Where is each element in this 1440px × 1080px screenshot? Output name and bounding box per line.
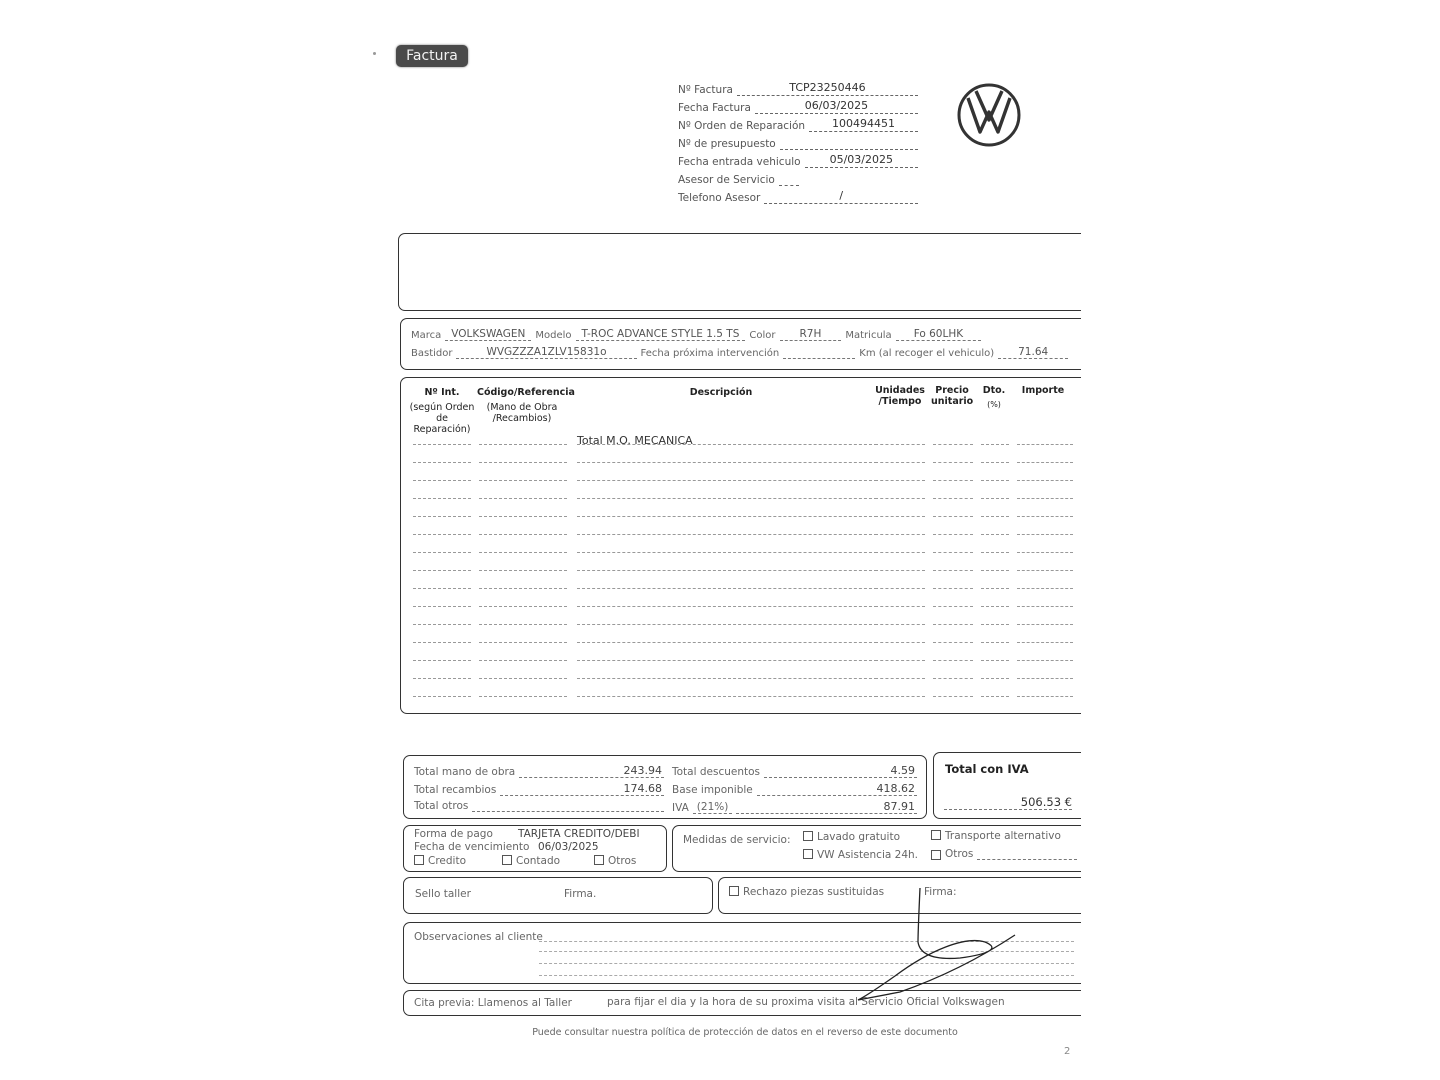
meta-advisor: Asesor de Servicio — [678, 168, 918, 186]
col-header-discount: Dto. (%) — [982, 385, 1006, 409]
due-date: 06/03/2025 — [538, 841, 599, 853]
table-row — [413, 588, 1073, 589]
table-row — [413, 606, 1073, 607]
document-type-badge: Factura — [396, 45, 468, 67]
meta-advisor-phone: Telefono Asesor / — [678, 186, 918, 204]
meta-invoice-date: Fecha Factura 06/03/2025 — [678, 96, 918, 114]
table-row — [413, 624, 1073, 625]
taxable-base: Base imponible 418.62 — [672, 782, 915, 796]
table-row — [413, 642, 1073, 643]
totals-box — [403, 755, 927, 819]
service-option-other[interactable]: Otros — [931, 848, 1077, 860]
checkbox-icon — [729, 886, 739, 896]
handwritten-signature-icon — [840, 880, 1070, 1010]
observations-label: Observaciones al cliente — [414, 931, 543, 943]
total-parts: Total recambios 174.68 — [414, 782, 662, 796]
vehicle-row-1: Marca VOLKSWAGEN Modelo T-ROC ADVANCE STYLE 1.5 TS Color R7H Matricula Fo 60LHK — [411, 328, 981, 341]
checkbox-icon — [931, 850, 941, 860]
checkbox-icon — [414, 855, 424, 865]
payment-box — [403, 825, 667, 872]
service-measures-label: Medidas de servicio: — [683, 834, 791, 846]
checkbox-icon — [502, 855, 512, 865]
col-header-unit-price: Precio unitario — [931, 385, 974, 407]
payment-option-credit[interactable]: Credito — [414, 855, 466, 867]
meta-repair-order: Nº Orden de Reparación 100494451 — [678, 114, 918, 132]
payment-method: TARJETA CREDITO/DEBI — [518, 828, 640, 840]
line-item-description: Total M.O. MECANICA — [577, 434, 693, 447]
customer-signature-label: Firma: — [924, 886, 957, 898]
vw-logo-icon — [956, 82, 1022, 148]
meta-invoice-number: Nº Factura TCP23250446 — [678, 78, 918, 96]
table-row — [413, 444, 1073, 445]
meta-entry-date: Fecha entrada vehiculo 05/03/2025 — [678, 150, 918, 168]
reject-parts-option[interactable]: Rechazo piezas sustituidas — [729, 886, 884, 898]
col-header-n-int: Nº Int. (según Orden de Reparación) — [409, 387, 475, 435]
service-option-transport[interactable]: Transporte alternativo — [931, 830, 1061, 842]
vehicle-make: VOLKSWAGEN — [445, 328, 531, 341]
vehicle-color: R7H — [780, 328, 842, 341]
scan-speck — [373, 52, 376, 55]
table-row — [413, 534, 1073, 535]
total-discounts: Total descuentos 4.59 — [672, 764, 915, 778]
table-row — [413, 570, 1073, 571]
workshop-signature-label: Firma. — [564, 888, 597, 900]
payment-option-cash[interactable]: Contado — [502, 855, 560, 867]
next-service-date — [783, 358, 855, 359]
table-row — [413, 678, 1073, 679]
table-row — [413, 696, 1073, 697]
page-number: 2 — [1064, 1046, 1071, 1057]
workshop-stamp-box — [403, 877, 713, 914]
payment-method-label: Forma de pago — [414, 828, 493, 840]
total-labor: Total mano de obra 243.94 — [414, 764, 662, 778]
service-option-wash[interactable]: Lavado gratuito — [803, 831, 900, 843]
appointment-note-right: para fijar el dia y la hora de su proxima visita al Servicio Oficial Volkswagen — [607, 996, 1005, 1008]
table-row — [413, 498, 1073, 499]
workshop-stamp-label: Sello taller — [415, 888, 471, 900]
total-with-vat-label: Total con IVA — [945, 762, 1029, 776]
appointment-note-left: Cita previa: Llamenos al Taller — [414, 997, 572, 1009]
vehicle-vin: WVGZZZA1ZLV15831o — [456, 346, 636, 359]
vehicle-row-2: Bastidor WVGZZZA1ZLV15831o Fecha próxima intervención Km (al recoger el vehiculo) 71.64 — [411, 346, 1068, 359]
total-with-vat-value: 506.53 € — [944, 795, 1072, 810]
checkbox-icon — [931, 830, 941, 840]
service-option-assistance[interactable]: VW Asistencia 24h. — [803, 849, 918, 861]
table-row — [413, 552, 1073, 553]
col-header-amount: Importe — [1021, 385, 1065, 396]
customer-address-box — [398, 233, 1081, 311]
line-items-table — [400, 377, 1081, 714]
meta-quote-number: Nº de presupuesto — [678, 132, 918, 150]
vat-amount: IVA (21%) 87.91 — [672, 800, 915, 814]
col-header-code: Código/Referencia (Mano de Obra /Recambios) — [477, 387, 575, 424]
payment-option-other[interactable]: Otros — [594, 855, 636, 867]
table-row — [413, 480, 1073, 481]
col-header-units: Unidades /Tiempo — [875, 385, 925, 407]
due-date-label: Fecha de vencimiento — [414, 841, 530, 853]
vehicle-model: T-ROC ADVANCE STYLE 1.5 TS — [576, 328, 746, 341]
invoice-meta — [678, 78, 918, 204]
table-row — [413, 462, 1073, 463]
total-other: Total otros — [414, 800, 664, 812]
col-header-description: Descripción — [689, 387, 753, 398]
checkbox-icon — [803, 831, 813, 841]
vehicle-km: 71.64 — [998, 346, 1068, 359]
table-row — [413, 516, 1073, 517]
table-row — [413, 660, 1073, 661]
vehicle-plate: Fo 60LHK — [896, 328, 981, 341]
vehicle-info-box — [400, 318, 1081, 370]
service-measures-box — [672, 825, 1081, 872]
privacy-note: Puede consultar nuestra política de protección de datos en el reverso de este documento — [532, 1027, 958, 1038]
checkbox-icon — [594, 855, 604, 865]
total-with-vat-box — [933, 752, 1081, 819]
checkbox-icon — [803, 849, 813, 859]
